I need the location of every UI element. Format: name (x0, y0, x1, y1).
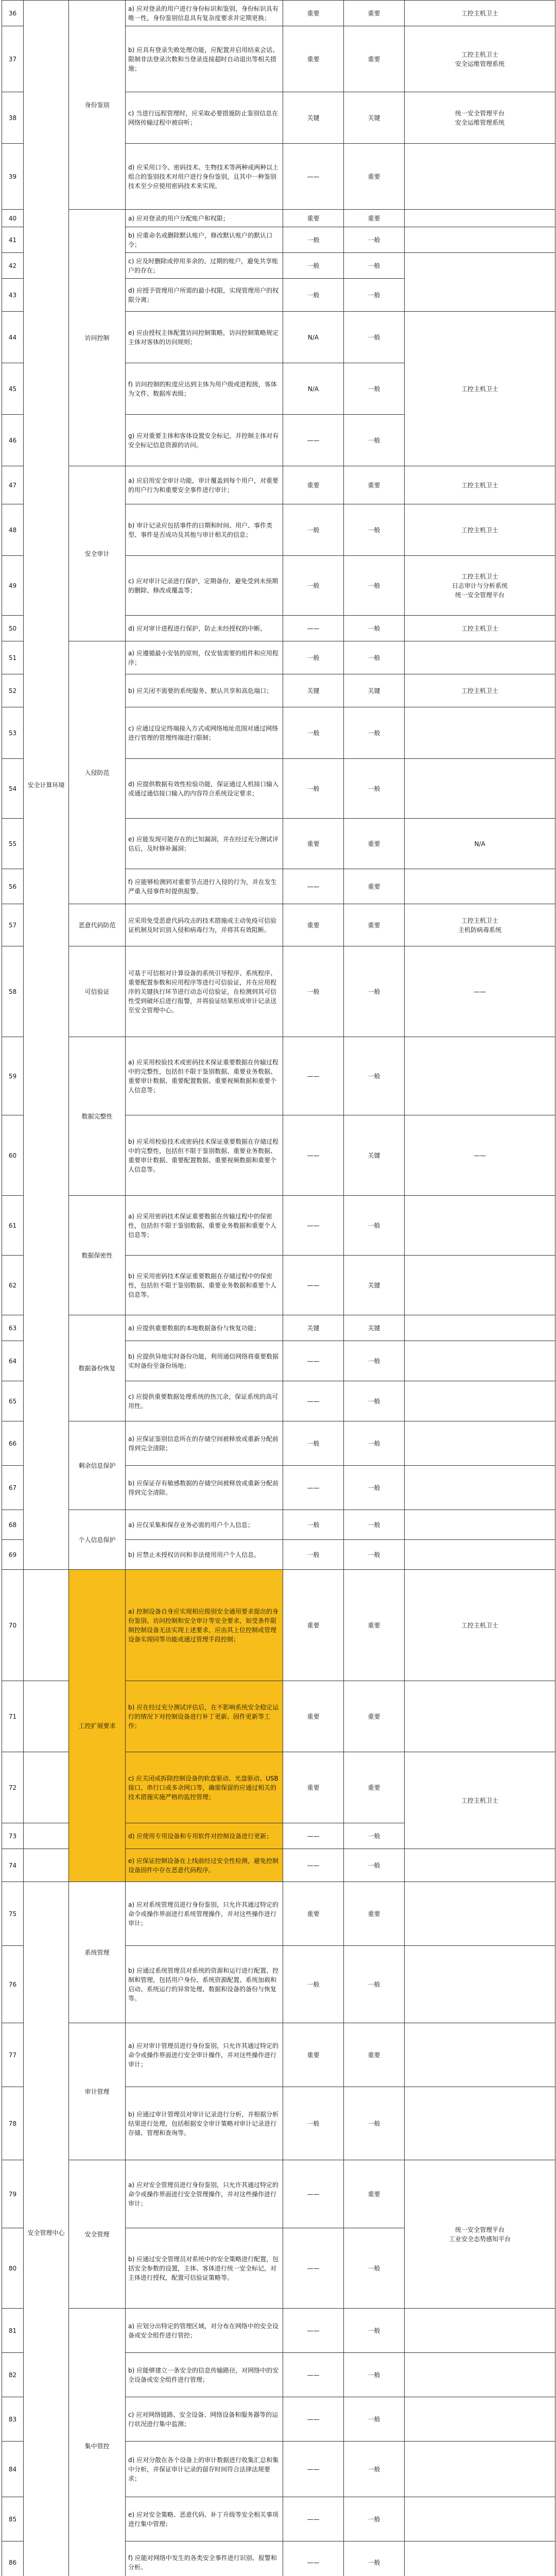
requirement-text: d) 应对审计进程进行保护，防止未经授权的中断。 (126, 616, 283, 641)
control-category: 数据保密性 (69, 1196, 126, 1315)
table-row (2, 1196, 555, 1256)
requirement-text: f) 访问控制的粒度应达到主体为用户级或进程级，客体为文件、数据库表级； (126, 363, 283, 415)
table-row (2, 1570, 555, 1681)
row-number: 75 (2, 1882, 24, 1946)
level3-importance: 关键 (344, 1256, 405, 1315)
product-mapping: 工控主机卫士 (405, 466, 555, 504)
level3-importance: 一般 (344, 2397, 405, 2442)
level3-importance: 关键 (344, 674, 405, 707)
row-number: 74 (2, 1849, 24, 1882)
level2-importance: 关键 (283, 1315, 344, 1341)
level3-importance: 重要 (344, 869, 405, 904)
requirement-text: c) 应关闭或拆除控制设备的软盘驱动、光盘驱动、USB接口、串行口或多余网口等，确需保留的应通过相关的技术措施实施严格的监控管理； (126, 1752, 283, 1823)
level3-importance: 重要 (344, 819, 405, 869)
level2-importance: —— (283, 2497, 344, 2541)
product-mapping: —— (405, 946, 555, 1037)
row-number: 83 (2, 2397, 24, 2442)
product-mapping (405, 1037, 555, 1115)
level3-importance: 一般 (344, 227, 405, 253)
product-mapping (405, 1315, 555, 1341)
level3-importance: 重要 (344, 144, 405, 210)
level3-importance: 重要 (344, 466, 405, 504)
requirement-text: d) 应使用专用设备和专用软件对控制设备进行更新； (126, 1823, 283, 1849)
row-number: 71 (2, 1681, 24, 1752)
requirement-text: a) 控制设备自身应实现相应级别安全通用要求提出的身份鉴别、访问控制和安全审计等安全要求，如受条件限制控制设备无法实现上述要求，应由其上位控制或管理设备实现同等功能或通过管理手段控制； (126, 1570, 283, 1681)
product-mapping: 工控主机卫士 (405, 1752, 555, 1849)
requirement-text: b) 应通过安全管理员对系统中的安全策略进行配置，包括安全参数的设置，主体、客体进行统一安全标记，对主体进行授权，配置可信验证策略等。 (126, 2228, 283, 2309)
product-mapping (405, 1849, 555, 1882)
requirement-text: a) 应采用密码技术保证重要数据在传输过程中的保密性，包括但不限于鉴别数据、重要业务数据和重要个人信息等； (126, 1196, 283, 1256)
row-number: 70 (2, 1570, 24, 1681)
requirement-text: e) 应由授权主体配置访问控制策略，访问控制策略规定主体对客体的访问规则； (126, 312, 283, 363)
requirement-text: c) 当进行远程管理时，应采取必要措施防止鉴别信息在网络传输过程中被窃听； (126, 92, 283, 144)
product-mapping (405, 1946, 555, 2023)
requirement-text: a) 应对安全管理员进行身份鉴别，只允许其通过特定的命令或操作界面进行安全管理操作，并对这些操作进行审计； (126, 2160, 283, 2228)
row-number: 47 (2, 466, 24, 504)
requirement-text: b) 审计记录应包括事件的日期和时间、用户、事件类型、事件是否成功及其他与审计相关的信息； (126, 504, 283, 556)
requirement-text: a) 应对审计管理员进行身份鉴别，只允许其通过特定的命令或操作界面进行安全审计操作，并对这些操作进行审计； (126, 2023, 283, 2087)
row-number: 46 (2, 415, 24, 466)
requirement-text: e) 应能发现可能存在的已知漏洞，并在经过充分测试评估后，及时修补漏洞； (126, 819, 283, 869)
section-name: 安全管理中心 (24, 1882, 69, 2576)
row-number: 58 (2, 946, 24, 1037)
row-number: 85 (2, 2497, 24, 2541)
product-mapping (405, 2397, 555, 2442)
product-mapping (405, 1381, 555, 1421)
row-number: 66 (2, 1421, 24, 1466)
row-number: 64 (2, 1341, 24, 1381)
level3-importance: 一般 (344, 1037, 405, 1115)
level3-importance: 一般 (344, 2228, 405, 2309)
level3-importance: 一般 (344, 1381, 405, 1421)
level3-importance: 一般 (344, 1823, 405, 1849)
row-number: 45 (2, 363, 24, 415)
control-category: 安全审计 (69, 466, 126, 641)
requirement-text: d) 应授予管理用户所需的最小权限，实现管理用户的权限分离； (126, 279, 283, 312)
level3-importance: 一般 (344, 1466, 405, 1510)
level2-importance: —— (283, 2397, 344, 2442)
level2-importance: 一般 (283, 556, 344, 616)
row-number: 55 (2, 819, 24, 869)
level2-importance: 一般 (283, 227, 344, 253)
table-row (2, 1882, 555, 1946)
product-mapping (405, 1196, 555, 1256)
level2-importance: —— (283, 1115, 344, 1196)
level3-importance: 一般 (344, 1540, 405, 1570)
level2-importance: 一般 (283, 2087, 344, 2160)
control-category: 访问控制 (69, 210, 126, 466)
control-category: 剩余信息保护 (69, 1421, 126, 1510)
table-row (2, 946, 555, 1037)
product-mapping (405, 227, 555, 253)
product-mapping (405, 2309, 555, 2353)
level2-importance: —— (283, 2228, 344, 2309)
level2-importance: 一般 (283, 641, 344, 674)
requirement-text: b) 应关闭不需要的系统服务、默认共享和高危端口； (126, 674, 283, 707)
requirement-text: a) 应对登录的用户进行身份标识和鉴别，身份标识具有唯一性，身份鉴别信息具有复杂度要求并定期更换； (126, 1, 283, 26)
level3-importance: 一般 (344, 2087, 405, 2160)
row-number: 84 (2, 2442, 24, 2497)
row-number: 51 (2, 641, 24, 674)
level2-importance: 一般 (283, 504, 344, 556)
level3-importance: 重要 (344, 904, 405, 946)
level2-importance: 关键 (283, 674, 344, 707)
requirement-text: b) 应提供异地实时备份功能，利用通信网络将重要数据实时备份至备份场地； (126, 1341, 283, 1381)
product-mapping (405, 1510, 555, 1540)
control-category: 数据完整性 (69, 1037, 126, 1196)
row-number: 50 (2, 616, 24, 641)
level3-importance: 重要 (344, 26, 405, 92)
requirement-text: b) 应通过系统管理员对系统的资源和运行进行配置、控制和管理，包括用户身份、系统资源配置、系统加载和启动、系统运行的异常处理、数据和设备的备份与恢复等。 (126, 1946, 283, 2023)
row-number: 40 (2, 210, 24, 227)
product-mapping (405, 1341, 555, 1381)
product-mapping: 工控主机卫士 (405, 1570, 555, 1681)
level3-importance: 重要 (344, 2023, 405, 2087)
row-number: 49 (2, 556, 24, 616)
requirement-text: a) 应采用校验技术或密码技术保证重要数据在传输过程中的完整性，包括但不限于鉴别数据、重要业务数据、重要审计数据、重要配置数据、重要视频数据和重要个人信息等； (126, 1037, 283, 1115)
level3-importance: 重要 (344, 2160, 405, 2228)
level3-importance: 一般 (344, 641, 405, 674)
level3-importance: 重要 (344, 1752, 405, 1823)
row-number: 48 (2, 504, 24, 556)
row-number: 65 (2, 1381, 24, 1421)
level2-importance: 一般 (283, 1421, 344, 1466)
level2-importance: 一般 (283, 1540, 344, 1570)
requirement-text: d) 应采用口令、密码技术、生物技术等两种或两种以上组合的鉴别技术对用户进行身份鉴别，且其中一种鉴别技术至少应使用密码技术来实现。 (126, 144, 283, 210)
control-category: 可信验证 (69, 946, 126, 1037)
row-number: 86 (2, 2541, 24, 2576)
row-number: 41 (2, 227, 24, 253)
level2-importance: —— (283, 1823, 344, 1849)
row-number: 39 (2, 144, 24, 210)
level3-importance: 一般 (344, 759, 405, 819)
product-mapping: 工控主机卫士 主机防病毒系统 (405, 904, 555, 946)
requirement-text: 应采用免受恶意代码攻击的技术措施或主动免疫可信验证机制及时识别入侵和病毒行为，并将其有效阻断。 (126, 904, 283, 946)
product-mapping (405, 210, 555, 227)
requirement-text: e) 应保证控制设备在上线前经过安全性检测，避免控制设备固件中存在恶意代码程序。 (126, 1849, 283, 1882)
table-row (2, 2023, 555, 2087)
level2-importance: —— (283, 2541, 344, 2576)
row-number: 36 (2, 1, 24, 26)
level2-importance: 重要 (283, 819, 344, 869)
level2-importance: 一般 (283, 253, 344, 279)
requirement-text: a) 应启用安全审计功能，审计覆盖到每个用户，对重要的用户行为和重要安全事件进行审计； (126, 466, 283, 504)
control-category: 审计管理 (69, 2023, 126, 2160)
level2-importance: N/A (283, 363, 344, 415)
requirement-text: f) 应能对网络中发生的各类安全事件进行识别、报警和分析。 (126, 2541, 283, 2576)
requirement-text: b) 应具有登录失败处理功能，应配置并启用结束会话、限制非法登录次数和当登录连接超时自动退出等相关措施； (126, 26, 283, 92)
level2-importance: 一般 (283, 759, 344, 819)
table-row (2, 2309, 555, 2353)
level2-importance: 重要 (283, 1, 344, 26)
product-mapping (405, 2023, 555, 2087)
level3-importance: 一般 (344, 1341, 405, 1381)
product-mapping (405, 1540, 555, 1570)
control-category: 个人信息保护 (69, 1510, 126, 1570)
level3-importance: 一般 (344, 253, 405, 279)
level2-importance: 一般 (283, 1510, 344, 1540)
requirements-table (2, 0, 555, 2576)
control-category: 身份鉴别 (69, 1, 126, 210)
section-cell-empty (24, 1570, 69, 1681)
level3-importance: 重要 (344, 1681, 405, 1752)
level2-importance: 重要 (283, 1882, 344, 1946)
level2-importance: 一般 (283, 707, 344, 759)
requirement-text: d) 应提供数据有效性检验功能，保证通过人机接口输入或通过通信接口输入的内容符合系统设定要求； (126, 759, 283, 819)
level3-importance: 一般 (344, 1510, 405, 1540)
control-category: 数据备份恢复 (69, 1315, 126, 1421)
level3-importance: 一般 (344, 946, 405, 1037)
product-mapping: 工控主机卫士 日志审计与分析系统 统一安全管理平台 (405, 556, 555, 616)
level3-importance: 一般 (344, 1946, 405, 2023)
table-row (2, 1037, 555, 1115)
requirement-text: a) 应遵循最小安装的原则，仅安装需要的组件和应用程序； (126, 641, 283, 674)
requirement-text: b) 应采用校验技术或密码技术保证重要数据在存储过程中的完整性，包括但不限于鉴别数据、重要业务数据、重要审计数据、重要配置数据、重要视频数据和重要个人信息等。 (126, 1115, 283, 1196)
level2-importance: 关键 (283, 92, 344, 144)
level3-importance: 一般 (344, 707, 405, 759)
product-mapping (405, 641, 555, 674)
requirement-text: e) 应对安全策略、恶意代码、补丁升级等安全相关事项进行集中管理； (126, 2497, 283, 2541)
product-mapping: 工控主机卫士 (405, 312, 555, 466)
level2-importance: 一般 (283, 1946, 344, 2023)
level3-importance: 关键 (344, 1115, 405, 1196)
product-mapping (405, 2497, 555, 2541)
product-mapping (405, 2442, 555, 2497)
row-number: 63 (2, 1315, 24, 1341)
requirement-text: b) 应采用密码技术保证重要数据在存储过程中的保密性，包括但不限于鉴别数据、重要业务数据和重要个人信息等。 (126, 1256, 283, 1315)
row-number: 78 (2, 2087, 24, 2160)
table-row (2, 904, 555, 946)
table-row (2, 1510, 555, 1540)
level2-importance: —— (283, 415, 344, 466)
level2-importance: 一般 (283, 946, 344, 1037)
product-mapping: 工控主机卫士 (405, 616, 555, 641)
level3-importance: 一般 (344, 2442, 405, 2497)
section-name: 安全计算环境 (24, 1, 69, 1570)
level3-importance: 一般 (344, 2541, 405, 2576)
control-category: 安全管理 (69, 2160, 126, 2309)
product-mapping (405, 1256, 555, 1315)
row-number: 54 (2, 759, 24, 819)
requirement-text: a) 应保证鉴别信息所在的存储空间被释放或重新分配前得到完全清除； (126, 1421, 283, 1466)
product-mapping (405, 1882, 555, 1946)
row-number: 56 (2, 869, 24, 904)
table-row (2, 641, 555, 674)
level2-importance: 重要 (283, 2023, 344, 2087)
product-mapping (405, 2353, 555, 2397)
requirement-text: b) 应能够建立一条安全的信息传输路径，对网络中的安全设备或安全组件进行管理； (126, 2353, 283, 2397)
product-mapping (405, 253, 555, 312)
level2-importance: —— (283, 2442, 344, 2497)
level2-importance: —— (283, 1256, 344, 1315)
requirement-text: d) 应对分散在各个设备上的审计数据进行收集汇总和集中分析，并保证审计记录的留存时间符合法律法规要求； (126, 2442, 283, 2497)
row-number: 77 (2, 2023, 24, 2087)
row-number: 69 (2, 1540, 24, 1570)
row-number: 38 (2, 92, 24, 144)
row-number: 68 (2, 1510, 24, 1540)
row-number: 43 (2, 279, 24, 312)
product-mapping: 工控主机卫士 安全运维管理系统 (405, 26, 555, 92)
level2-importance: —— (283, 2353, 344, 2397)
product-mapping (405, 759, 555, 819)
product-mapping (405, 869, 555, 904)
requirement-text: c) 应通过设定终端接入方式或网络地址范围对通过网络进行管理的管理终端进行限制； (126, 707, 283, 759)
level2-importance: —— (283, 144, 344, 210)
level2-importance: —— (283, 1849, 344, 1882)
requirement-text: a) 应仅采集和保存业务必需的用户个人信息； (126, 1510, 283, 1540)
requirement-text: c) 应提供重要数据处理系统的热冗余，保证系统的高可用性。 (126, 1381, 283, 1421)
control-category: 恶意代码防范 (69, 904, 126, 946)
level3-importance: 重要 (344, 1, 405, 26)
row-number: 73 (2, 1823, 24, 1849)
level3-importance: 一般 (344, 1196, 405, 1256)
row-number: 52 (2, 674, 24, 707)
section-cell-empty (24, 1849, 69, 1882)
level3-importance: 一般 (344, 556, 405, 616)
requirement-text: g) 应对重要主体和客体设置安全标记，并控制主体对有安全标记信息资源的访问。 (126, 415, 283, 466)
product-mapping (405, 707, 555, 759)
level3-importance: 重要 (344, 1882, 405, 1946)
control-category: 入侵防范 (69, 641, 126, 904)
row-number: 80 (2, 2228, 24, 2309)
row-number: 61 (2, 1196, 24, 1256)
section-cell-empty (24, 1752, 69, 1823)
level2-importance: 重要 (283, 466, 344, 504)
level2-importance: —— (283, 1037, 344, 1115)
product-mapping: 工控主机卫士 (405, 504, 555, 556)
level2-importance: 重要 (283, 1570, 344, 1681)
level3-importance: 一般 (344, 2353, 405, 2397)
level2-importance: 一般 (283, 279, 344, 312)
product-mapping: 统一安全管理平台 安全运维管理系统 (405, 92, 555, 144)
row-number: 72 (2, 1752, 24, 1823)
control-category: 集中管控 (69, 2309, 126, 2576)
level2-importance: —— (283, 1196, 344, 1256)
level3-importance: 一般 (344, 616, 405, 641)
requirement-text: b) 应保证存有敏感数据的存储空间被释放或重新分配前得到完全清除。 (126, 1466, 283, 1510)
row-number: 57 (2, 904, 24, 946)
level3-importance: 一般 (344, 363, 405, 415)
product-mapping (405, 2087, 555, 2160)
level2-importance: 重要 (283, 210, 344, 227)
level2-importance: —— (283, 1381, 344, 1421)
row-number: 42 (2, 253, 24, 279)
row-number: 53 (2, 707, 24, 759)
row-number: 82 (2, 2353, 24, 2397)
level3-importance: 一般 (344, 2497, 405, 2541)
level2-importance: N/A (283, 312, 344, 363)
product-mapping: —— (405, 1115, 555, 1196)
level3-importance: 一般 (344, 312, 405, 363)
level2-importance: —— (283, 2309, 344, 2353)
requirement-text: b) 应禁止未授权访问和非法使用用户个人信息。 (126, 1540, 283, 1570)
level3-importance: 重要 (344, 210, 405, 227)
row-number: 67 (2, 1466, 24, 1510)
table-row (2, 210, 555, 227)
product-mapping: N/A (405, 819, 555, 869)
level3-importance: 一般 (344, 1421, 405, 1466)
requirement-text: a) 应对系统管理员进行身份鉴别，只允许其通过特定的命令或操作界面进行系统管理操作，并对这些操作进行审计； (126, 1882, 283, 1946)
level2-importance: —— (283, 1466, 344, 1510)
requirement-text: a) 应对登录的用户分配账户和权限； (126, 210, 283, 227)
level3-importance: 一般 (344, 504, 405, 556)
requirement-text: c) 应对网络链路、安全设备、网络设备和服务器等的运行状况进行集中监测； (126, 2397, 283, 2442)
product-mapping (405, 1466, 555, 1510)
level3-importance: 重要 (344, 1570, 405, 1681)
table-row (2, 1421, 555, 1466)
product-mapping (405, 2541, 555, 2576)
requirement-text: 可基于可信根对计算设备的系统引导程序、系统程序、重要配置参数和应用程序等进行可信验证，并在应用程序的关键执行环节进行动态可信验证，在检测到其可信性受到破坏后进行报警，并将验证结果形成审计记录送至安全管理中心。 (126, 946, 283, 1037)
row-number: 76 (2, 1946, 24, 2023)
product-mapping (405, 1421, 555, 1466)
requirement-text: b) 应在经过充分测试评估后，在不影响系统安全稳定运行的情况下对控制设备进行补丁更新、固件更新等工作； (126, 1681, 283, 1752)
row-number: 60 (2, 1115, 24, 1196)
product-mapping: 工控主机卫士 (405, 674, 555, 707)
level2-importance: —— (283, 2160, 344, 2228)
row-number: 79 (2, 2160, 24, 2228)
table-row (2, 466, 555, 504)
level3-importance: 一般 (344, 2309, 405, 2353)
control-category: 工控扩展要求 (69, 1570, 126, 1882)
level2-importance: 重要 (283, 904, 344, 946)
section-cell-empty (24, 1823, 69, 1849)
product-mapping: 统一安全管理平台 工业安全态势感知平台 (405, 2160, 555, 2309)
product-mapping: 工控主机卫士 (405, 1, 555, 26)
product-mapping (405, 1681, 555, 1752)
level3-importance: 一般 (344, 279, 405, 312)
level2-importance: —— (283, 616, 344, 641)
section-cell-empty (24, 1681, 69, 1752)
requirement-text: c) 应及时删除或停用多余的、过期的账户，避免共享账户的存在； (126, 253, 283, 279)
level2-importance: 重要 (283, 1752, 344, 1823)
table-row (2, 2160, 555, 2228)
row-number: 44 (2, 312, 24, 363)
level2-importance: 重要 (283, 26, 344, 92)
level2-importance: 重要 (283, 1681, 344, 1752)
requirement-text: b) 应通过审计管理员对审计记录进行分析，并根据分析结果进行处理，包括根据安全审计策略对审计记录进行存储、管理和查询等。 (126, 2087, 283, 2160)
requirement-text: a) 应提供重要数据的本地数据备份与恢复功能； (126, 1315, 283, 1341)
level3-importance: 关键 (344, 92, 405, 144)
level2-importance: —— (283, 1341, 344, 1381)
requirement-text: b) 应重命名或删除默认账户，修改默认账户的默认口令； (126, 227, 283, 253)
row-number: 59 (2, 1037, 24, 1115)
product-mapping (405, 144, 555, 210)
level3-importance: 一般 (344, 1849, 405, 1882)
row-number: 81 (2, 2309, 24, 2353)
control-category: 系统管理 (69, 1882, 126, 2023)
row-number: 37 (2, 26, 24, 92)
table-row (2, 1315, 555, 1341)
table-row (2, 1, 555, 26)
requirement-text: a) 应划分出特定的管理区域，对分布在网络中的安全设备或安全组件进行管控； (126, 2309, 283, 2353)
level3-importance: 一般 (344, 415, 405, 466)
row-number: 62 (2, 1256, 24, 1315)
level2-importance: —— (283, 869, 344, 904)
requirement-text: f) 应能够检测到对重要节点进行入侵的行为，并在发生严重入侵事件时提供报警。 (126, 869, 283, 904)
level3-importance: 关键 (344, 1315, 405, 1341)
requirement-text: c) 应对审计记录进行保护，定期备份，避免受到未预期的删除、修改或覆盖等； (126, 556, 283, 616)
